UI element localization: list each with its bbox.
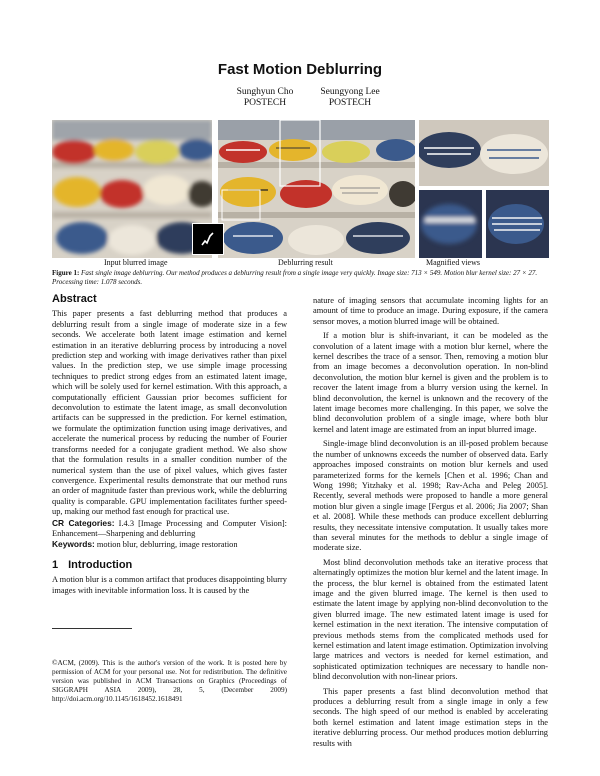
abstract-heading: Abstract bbox=[52, 293, 97, 305]
paper-title: Fast Motion Deblurring bbox=[217, 61, 383, 78]
input-blurred-image bbox=[52, 120, 212, 258]
intro-paragraph: nature of imaging sensors that accumulate incoming lights for an amount of time to produce an image. During exposure, if the camera sensor moves, a motion blurred image will be obtained. bbox=[313, 296, 548, 326]
magnified-sharp-crop bbox=[486, 190, 549, 258]
teaser-figure bbox=[52, 120, 549, 258]
intro-text-left: A motion blur is a common artifact that produces disappointing blurry images with inevitable information loss. It is caused by the bbox=[52, 575, 287, 595]
figure-label-magnified: Magnified views bbox=[426, 258, 480, 267]
left-column bbox=[52, 294, 287, 596]
intro-paragraph: Single-image blind deconvolution is an ill-posed problem because the number of unknowns exceeds the number of observed data. Early approaches imposed constraints on motion blur kernels and used parameterized forms for the kernels [Chen et al. 1996; Chan and Wong 1998; Yitzhaky et al. 1998; Rav-Acha and Peleg 2005]. Recently, several methods were proposed to handle a more general motion blur given a single image [Fergus et al. 2006; Jia 2007; Shan et al. 2008]. While these methods can produce excellent deblurring results, they necessitate intensive computation. It usually takes more than several minutes for the methods to deblur a single image of moderate size. bbox=[313, 439, 548, 553]
author-name: Seungyong Lee bbox=[320, 87, 380, 97]
magnified-view-bottom-left bbox=[419, 190, 482, 258]
figure-caption-text: Fast single image deblurring. Our method produces a deblurring result from a single image very quickly. Image size: 713 × 549. Motion blur kernel size: 27 × 27. Processing time: 1.078 seconds. bbox=[52, 269, 538, 286]
figure-caption bbox=[52, 269, 549, 287]
footnote-rule bbox=[52, 628, 132, 629]
copyright-footnote: ©ACM, (2009). This is the author's version of the work. It is posted here by permission of ACM for your personal use. Not for redistribution. The definitive version was published in ACM Transactions on Graphics (Proceedings of SIGGRAPH ASIA 2009), 28, 5, (December 2009) http://doi.acm.org/10.1145/1618452.1618491 bbox=[52, 659, 287, 704]
cr-categories-label: CR Categories: bbox=[52, 517, 115, 528]
magnified-blurred-crop bbox=[419, 190, 482, 258]
shoe-shelf-photo-sharp bbox=[218, 120, 415, 258]
shoe-shelf-photo-blurred bbox=[52, 120, 212, 258]
intro-paragraph: Most blind deconvolution methods take an iterative process that alternatingly optimizes the motion blur kernel and the latent image. In the process, the blur kernel is obtained from the estimated latent image and the given blurred image. The kernel is then used to estimate the latent image by applying non-blind deconvolution to the given blurred image. The new estimated latent image is used for kernel estimation in the next iteration. The intensive computation of previous methods stems from the complicated methods used for kernel estimation and latent image estimation. Optimization involving large matrices and vectors is needed for kernel estimation, and sophisticated optimization techniques are necessary to handle non-blind deconvolution with non-linear priors. bbox=[313, 557, 548, 682]
author-affiliation: POSTECH bbox=[243, 98, 287, 108]
author-name: Sunghyun Cho bbox=[236, 87, 294, 97]
author-affiliation: POSTECH bbox=[328, 98, 372, 108]
section-number: 1 bbox=[52, 558, 59, 571]
blur-kernel-inset bbox=[192, 223, 224, 255]
cr-categories-text: I.4.3 [Image Processing and Computer Vision]: Enhancement—Sharpening and deblurring bbox=[52, 518, 287, 538]
figure-label-input: Input blurred image bbox=[104, 258, 168, 267]
magnified-view-bottom-right bbox=[486, 190, 549, 258]
magnified-view-top bbox=[419, 120, 549, 186]
right-column bbox=[313, 296, 548, 749]
magnified-views bbox=[419, 120, 549, 258]
cr-categories bbox=[52, 518, 287, 540]
section-title: Introduction bbox=[68, 558, 133, 571]
keywords bbox=[52, 539, 287, 550]
magnified-shoes-photo bbox=[419, 120, 549, 186]
kernel-trace bbox=[193, 224, 223, 254]
figure-caption-label: Figure 1: bbox=[52, 269, 80, 277]
figure-label-result: Deblurring result bbox=[278, 258, 333, 267]
keywords-label: Keywords: bbox=[52, 539, 95, 550]
author-2 bbox=[290, 87, 410, 109]
intro-paragraph: If a motion blur is shift-invariant, it can be modeled as the convolution of a latent image with a motion blur kernel, where the kernel describes the trace of a sensor. Then, removing a motion blur from an image becomes a deconvolution operation. In non-blind deconvolution, the motion blur kernel is given and the problem is to recover the latent image from a blurry version using the kernel. In blind deconvolution, the kernel is unknown and the recovery of the latent image becomes more challenging. In this paper, we solve the blind deconvolution problem of a single image, where both blur kernel and latent image are estimated from an input blurred image. bbox=[313, 331, 548, 434]
introduction-heading bbox=[52, 560, 287, 570]
abstract-text: This paper presents a fast deblurring method that produces a deblurring result from a single image of moderate size in a few seconds. We accelerate both latent image estimation and kernel estimation in an iterative deblurring process by introducing a novel prediction step and working with image derivatives rather than pixel values. In the prediction step, we use simple image processing techniques to predict strong edges from an estimated latent image, which will be solely used for kernel estimation. With this approach, a computationally efficient Gaussian prior becomes sufficient for deconvolution to estimate the latent image, as small deconvolution artifacts can be suppressed in the prediction. For kernel estimation, we formulate the optimization function using image derivatives, and accelerate the numerical process by reducing the number of Fourier transforms needed for a conjugate gradient method. We also show that the formulation results in a smaller condition number of the numerical system than the use of pixel values, which gives faster convergence. Experimental results demonstrate that our method runs an order of magnitude faster than previous work, while the deblurring quality is comparable. GPU implementation facilitates further speed-up, making our method fast enough for practical use. bbox=[52, 309, 287, 517]
intro-paragraph: This paper presents a fast blind deconvolution method that produces a deblurring result from a single image in only a few seconds. The high speed of our method is enabled by accelerating both kernel estimation and latent image estimation steps in the iterative deblurring process. Our method produces motion deblurring results with bbox=[313, 686, 548, 748]
keywords-text: motion blur, deblurring, image restoration bbox=[96, 540, 238, 550]
deblurring-result-image bbox=[218, 120, 415, 258]
